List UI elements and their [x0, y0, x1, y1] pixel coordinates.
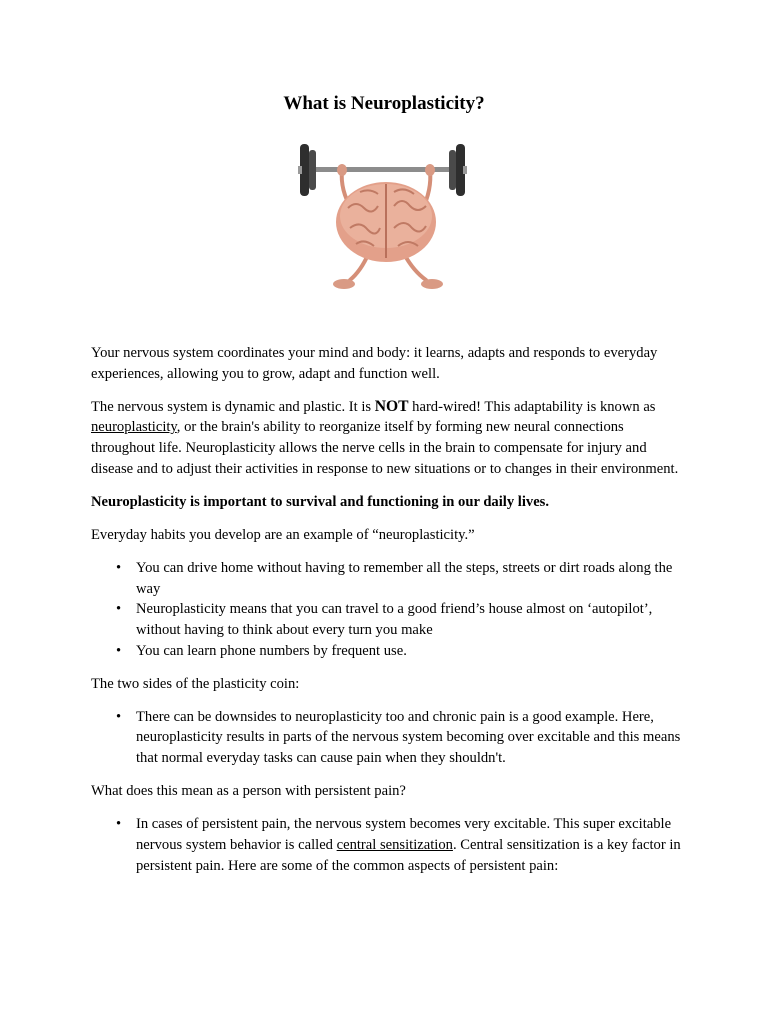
- text-segment: , or the brain's ability to reorganize itself by forming new neural connections throughout life. Neuroplasticity allows the nerve cells in the brain to compensate for injury and disease and to adjust their activities in response to new situations or to changes in their environment.: [91, 419, 679, 477]
- bullet-icon: •: [116, 816, 122, 833]
- emphasis-not: NOT: [374, 397, 409, 415]
- text-segment: hard-wired! This adaptability is known as: [408, 398, 656, 415]
- persistent-pain-list: [91, 814, 681, 876]
- list-item: [116, 641, 681, 662]
- downsides-list: [91, 707, 681, 769]
- paragraph-bold-statement: Neuroplasticity is important to survival and functioning in our daily lives.: [91, 493, 549, 510]
- article-body: [91, 343, 681, 889]
- list-item: [116, 558, 681, 599]
- text-segment: The nervous system is dynamic and plastic. It is: [91, 398, 375, 415]
- page-title: What is Neuroplasticity?: [283, 93, 485, 114]
- list-item: [116, 599, 681, 640]
- list-item: [116, 707, 681, 769]
- central-sensitization-term: central sensitization: [336, 837, 453, 854]
- paragraph-two-sides: The two sides of the plasticity coin:: [91, 675, 300, 692]
- paragraph-persistent-pain-question: What does this mean as a person with persistent pain?: [91, 783, 406, 800]
- text-segment: In cases of persistent pain, the nervous system becomes very excitable. This super excitable nervous system behavior is called: [136, 816, 672, 854]
- bullet-icon: •: [116, 560, 122, 577]
- list-item-text: You can learn phone numbers by frequent use.: [136, 642, 407, 659]
- paragraph-habits: Everyday habits you develop are an example of “neuroplasticity.”: [91, 526, 475, 543]
- paragraph-intro: Your nervous system coordinates your mind and body: it learns, adapts and responds to everyday experiences, allowing you to grow, adapt and function well.: [91, 345, 658, 382]
- list-item-text: There can be downsides to neuroplasticity too and chronic pain is a good example. Here, neuroplasticity results in parts of the nervous system becoming over excitable and this means that normal everyday tasks can cause pain when they shouldn't.: [136, 708, 681, 767]
- bullet-icon: •: [116, 642, 122, 659]
- paragraph-plasticity: [91, 397, 681, 479]
- text-segment: . Central sensitization is a key factor in persistent pain. Here are some of the common aspects of persistent pain:: [136, 837, 681, 874]
- list-item-text: You can drive home without having to remember all the steps, streets or dirt roads along the way: [136, 560, 673, 597]
- habits-list: [91, 558, 681, 661]
- list-item-text: Neuroplasticity means that you can travel to a good friend’s house almost on ‘autopilot’, without having to think about every turn you make: [136, 601, 653, 638]
- neuroplasticity-term: neuroplasticity: [91, 419, 177, 436]
- brain-lifting-barbell-icon: [290, 130, 482, 300]
- list-item: [116, 814, 681, 876]
- bullet-icon: •: [116, 601, 122, 618]
- bullet-icon: •: [116, 708, 122, 725]
